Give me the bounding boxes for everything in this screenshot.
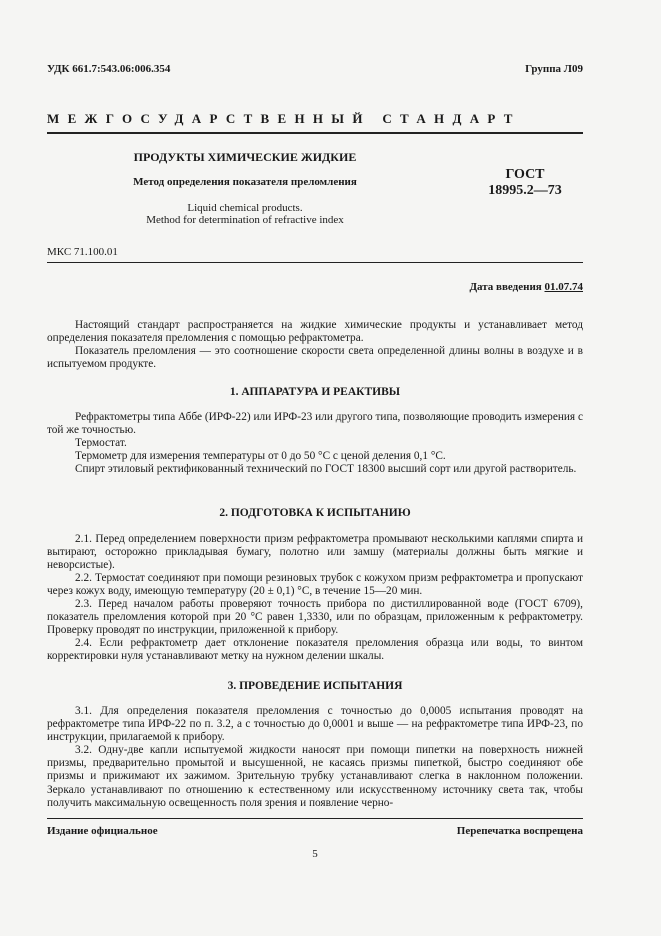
section-2-paragraph-1: 2.1. Перед определением поверхности призм рефрактометра промывают несколькими каплями спирта и вытирают, осторожно прикладывая бумагу, полотно или замшу (материалы должны быть мягкие и неворсистые). <box>47 533 583 572</box>
intro-date <box>469 281 583 293</box>
mks-rule <box>47 262 583 263</box>
intro-paragraph-1: Настоящий стандарт распространяется на жидкие химические продукты и устанавливает метод определения показателя преломления с помощью рефрактометра. <box>47 319 583 345</box>
english-title-line1: Liquid chemical products. <box>187 202 303 214</box>
intro-date-label: Дата введения <box>469 281 545 293</box>
english-title-line2: Method for determination of refractive index <box>146 214 344 226</box>
section-3-paragraph-1: 3.1. Для определения показателя преломления с точностью до 0,0005 испытания проводят на рефрактометре типа ИРФ-22 по п. 3.2, а с точностью до 0,0001 и выше — на рефрактометре типа ИРФ-23, по инструкции, прилагаемой к прибору. <box>47 705 583 744</box>
section-2-paragraph-4: 2.4. Если рефрактометр дает отклонение показателя преломления образца или воды, то винтом корректировки нуля устанавливают метку на нужном делении шкалы. <box>47 637 583 663</box>
udk-code: УДК 661.7:543.06:006.354 <box>47 63 171 75</box>
page-number: 5 <box>312 848 318 860</box>
gost-label: ГОСТ <box>505 167 545 182</box>
footer-official-edition: Издание официальное <box>47 825 158 837</box>
footer-reprint-notice: Перепечатка воспрещена <box>456 825 583 837</box>
footer-rule <box>47 818 583 819</box>
intro-date-value: 01.07.74 <box>544 281 583 293</box>
document-subtitle: Метод определения показателя преломления <box>133 176 357 188</box>
section-1-paragraph-2: Термостат. <box>75 437 127 449</box>
document-title: ПРОДУКТЫ ХИМИЧЕСКИЕ ЖИДКИЕ <box>133 150 357 164</box>
standard-banner: МЕЖГОСУДАРСТВЕННЫЙ СТАНДАРТ <box>47 111 521 126</box>
section-2-paragraph-2: 2.2. Термостат соединяют при помощи резиновых трубок с кожухом призм рефрактометра и пропускают через кожух воду, имеющую температуру (20 ± 0,1) °С, в течение 15—20 мин. <box>47 572 583 598</box>
section-2-paragraph-3: 2.3. Перед началом работы проверяют точность прибора по дистиллированной воде (ГОСТ 6709), показатель преломления которой при 20 °С равен 1,3330, или по образцам, приложенным к рефрактометру. Проверку проводят по инструкции, приложенной к прибору. <box>47 598 583 637</box>
intro-paragraph-2: Показатель преломления — это соотношение скорости света определенной длины волны в воздухе и в испытуемом продукте. <box>47 345 583 371</box>
section-1-paragraph-3: Термометр для измерения температуры от 0 до 50 °С с ценой деления 0,1 °С. <box>75 450 446 462</box>
section-1-paragraph-1: Рефрактометры типа Аббе (ИРФ-22) или ИРФ-23 или другого типа, позволяющие проводить измерения с той же точностью. <box>47 411 583 437</box>
section-1-paragraph-4: Спирт этиловый ректификованный технический по ГОСТ 18300 высший сорт или другой растворитель. <box>75 463 577 475</box>
section-1-heading: 1. АППАРАТУРА И РЕАКТИВЫ <box>229 386 401 398</box>
header-rule <box>47 132 583 134</box>
group-code: Группа Л09 <box>525 63 583 75</box>
section-3-paragraph-2: 3.2. Одну-две капли испытуемой жидкости наносят при помощи пипетки на поверхность нижней призмы, предварительно промытой и высушенной, не касаясь призмы пипеткой, быстро соединяют обе призмы и прижимают их зажимом. Зрительную трубку устанавливают слегка в наклонном положении. Зеркало устанавливают по отношению к естественному или искусственному источнику света так, чтобы получить максимальную освещенность поля зрения и появление черно- <box>47 744 583 809</box>
section-3-heading: 3. ПРОВЕДЕНИЕ ИСПЫТАНИЯ <box>227 680 403 692</box>
section-2-heading: 2. ПОДГОТОВКА К ИСПЫТАНИЮ <box>219 507 411 519</box>
mks-code: МКС 71.100.01 <box>47 246 118 258</box>
gost-number: 18995.2—73 <box>488 183 562 198</box>
